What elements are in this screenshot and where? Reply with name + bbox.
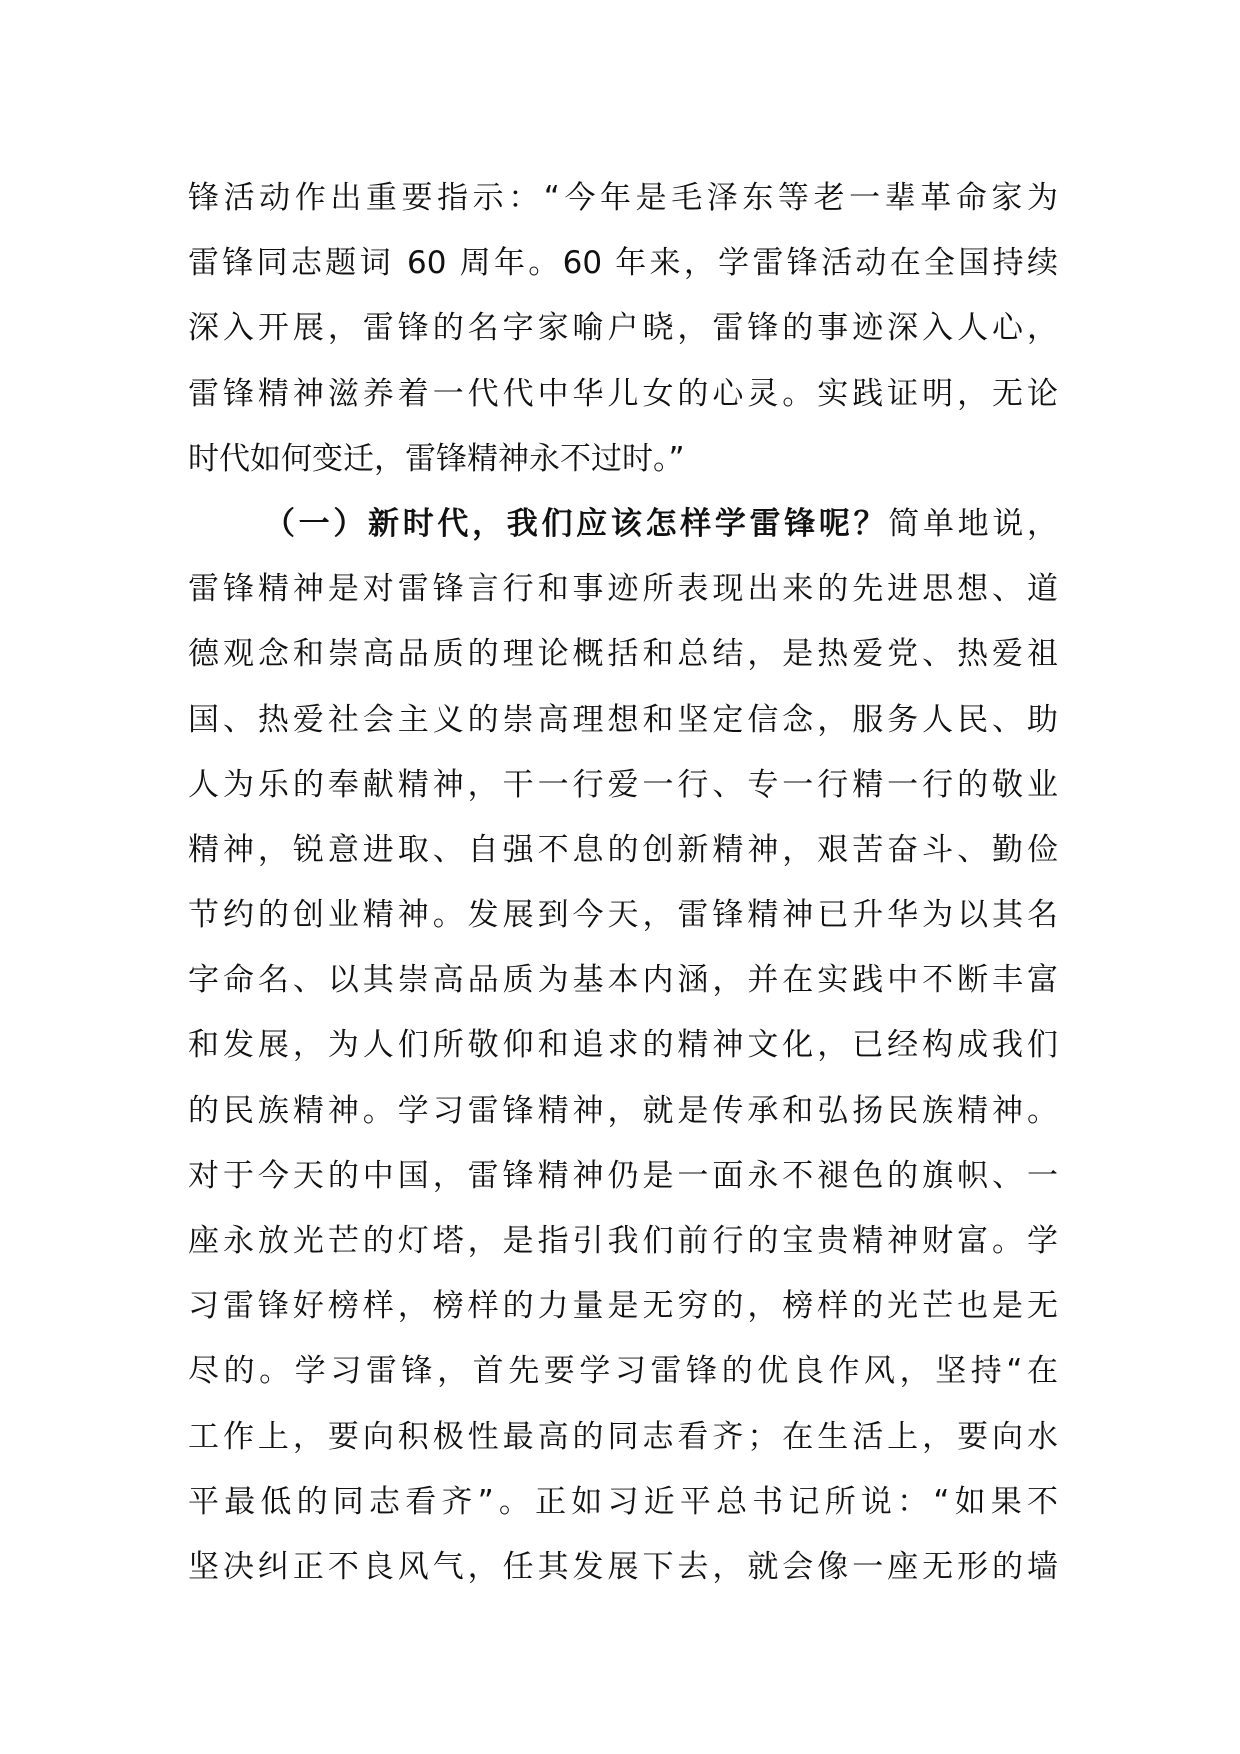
text-line: 精神，锐意进取、自强不息的创新精神，艰苦奋斗、勤俭 [188,831,1058,868]
text-line: 深入开展，雷锋的名字家喻户晓，雷锋的事迹深入人心， [188,310,1058,347]
text-line: 座永放光芒的灯塔，是指引我们前行的宝贵精神财富。学 [188,1223,1058,1259]
paragraph-section-one [188,492,1058,1600]
text-line: 工作上，要向积极性最高的同志看齐；在生活上，要向水 [188,1418,1058,1455]
text-line: 和发展，为人们所敬仰和追求的精神文化，已经构成我们 [188,1027,1058,1064]
text-line: 习雷锋好榜样，榜样的力量是无穷的，榜样的光芒也是无 [188,1288,1058,1325]
text-line: 德观念和崇高品质的理论概括和总结，是热爱党、热爱祖 [188,636,1058,673]
text-line: 尽的。学习雷锋，首先要学习雷锋的优良作风，坚持“在 [188,1353,1058,1390]
text-line: 雷锋同志题词 60 周年。60 年来，学雷锋活动在全国持续 [188,245,1058,282]
text-line: 对于今天的中国，雷锋精神仍是一面永不褪色的旗帜、一 [188,1157,1058,1194]
text-line: 时代如何变迁，雷锋精神永不过时。” [188,440,685,477]
text-line: 坚决纠正不良风气，任其发展下去，就会像一座无形的墙 [188,1548,1058,1585]
text-line: 国、热爱社会主义的崇高理想和坚定信念，服务人民、助 [188,701,1058,738]
text-fragment: 简单地说， [888,505,1058,542]
text-line: 的民族精神。学习雷锋精神，就是传承和弘扬民族精神。 [188,1092,1058,1129]
text-line: 锋活动作出重要指示：“今年是毛泽东等老一辈革命家为 [188,180,1058,216]
text-line: 平最低的同志看齐”。正如习近平总书记所说：“如果不 [188,1483,1058,1520]
text-line: 字命名、以其崇高品质为基本内涵，并在实践中不断丰富 [188,962,1058,999]
text-line: 人为乐的奉献精神，干一行爱一行、专一行精一行的敬业 [188,766,1058,803]
text-line: 节约的创业精神。发展到今天，雷锋精神已升华为以其名 [188,897,1058,934]
text-line: 雷锋精神是对雷锋言行和事迹所表现出来的先进思想、道 [188,571,1058,608]
text-line [188,492,1058,557]
section-heading: （一）新时代，我们应该怎样学雷锋呢？ [264,505,889,542]
document-body [188,166,1058,1600]
paragraph-quote [188,166,1058,492]
text-line: 雷锋精神滋养着一代代中华儿女的心灵。实践证明，无论 [188,375,1058,412]
